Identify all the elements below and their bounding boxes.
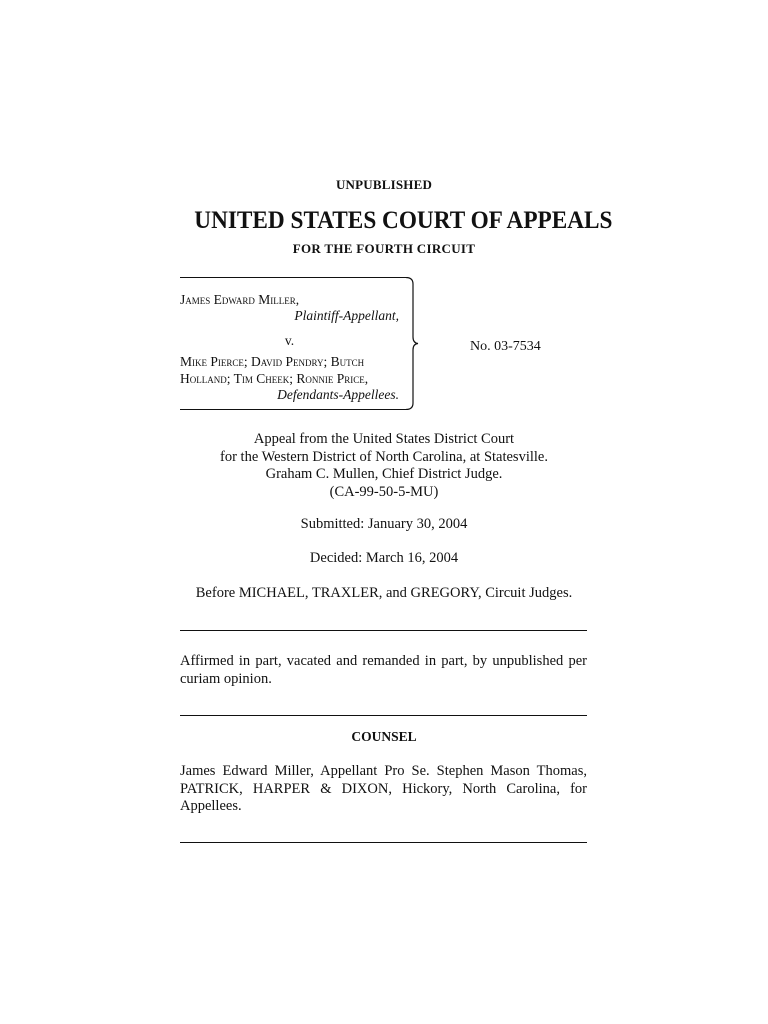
caption-bottom-rule [180, 409, 408, 410]
divider-2 [180, 715, 587, 716]
caption-brace [404, 277, 422, 410]
appeal-line-2: for the Western District of North Carolina, at Statesville. [220, 448, 548, 465]
defendants-role: Defendants-Appellees. [277, 387, 399, 402]
divider-3 [180, 842, 587, 843]
plaintiff-name: James Edward Miller, [180, 292, 300, 307]
decided-date: Decided: March 16, 2004 [309, 550, 459, 566]
appeal-line-4: (CA-99-50-5-MU) [329, 483, 439, 500]
appeal-line-3: Graham C. Mullen, Chief District Judge. [265, 466, 503, 482]
publication-status: UNPUBLISHED [335, 177, 433, 192]
counsel-heading: COUNSEL [351, 729, 417, 744]
caption-top-rule [180, 277, 408, 278]
versus: v. [284, 333, 295, 348]
circuit-name: FOR THE FOURTH CIRCUIT [292, 241, 476, 256]
court-name: UNITED STATES COURT OF APPEALS [194, 207, 613, 234]
disposition: Affirmed in part, vacated and remanded in part, by unpublished per curiam opinion. [180, 653, 587, 687]
defendants-line-2: Holland; Tim Cheek; Ronnie Price, [180, 371, 369, 386]
defendants-line-1: Mike Pierce; David Pendry; Butch [180, 354, 365, 369]
appeal-line-1: Appeal from the United States District Court [253, 431, 515, 447]
counsel-text: James Edward Miller, Appellant Pro Se. Stephen Mason Thomas, PATRICK, HARPER & DIXON, Hickory, North Carolina, for Appellees. [180, 763, 587, 814]
case-number: No. 03-7534 [470, 339, 541, 354]
plaintiff-role: Plaintiff-Appellant, [294, 308, 399, 323]
appeal-info [160, 431, 608, 501]
panel-judges: Before MICHAEL, TRAXLER, and GREGORY, Circuit Judges. [195, 585, 573, 601]
submitted-date: Submitted: January 30, 2004 [300, 516, 468, 532]
divider-1 [180, 630, 587, 631]
